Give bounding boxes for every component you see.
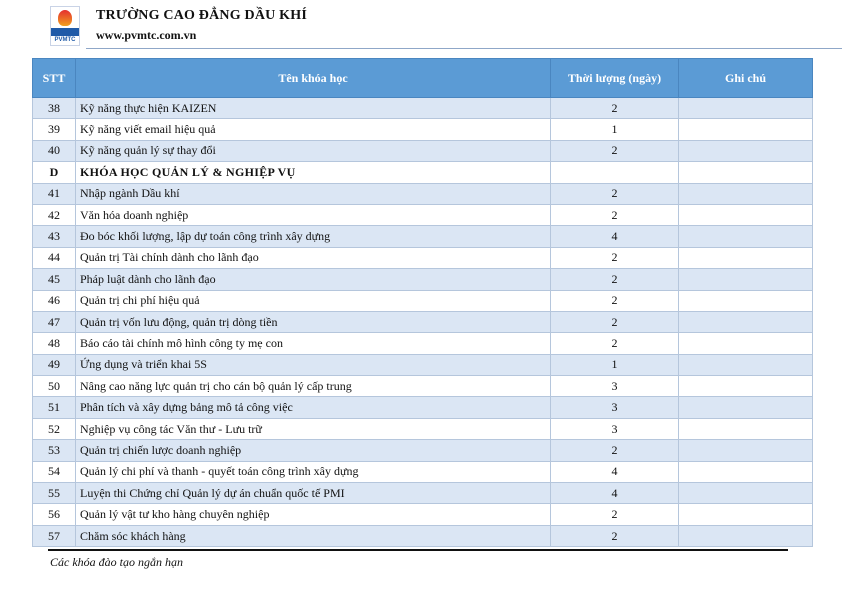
section-header-row [33,162,813,183]
row-number-cell: D [33,162,76,183]
notes-cell [679,376,813,397]
course-name-cell: KHÓA HỌC QUẢN LÝ & NGHIỆP VỤ [76,162,551,183]
row-number-cell: 38 [33,98,76,119]
notes-cell [679,440,813,461]
notes-cell [679,461,813,482]
course-table-body [33,98,813,547]
footer-divider [48,549,788,551]
duration-cell: 2 [551,183,679,204]
duration-cell: 2 [551,290,679,311]
table-row [33,119,813,140]
notes-cell [679,290,813,311]
row-number-cell: 45 [33,269,76,290]
header-divider [86,48,842,49]
table-row [33,183,813,204]
row-number-cell: 43 [33,226,76,247]
notes-cell [679,247,813,268]
school-logo [50,6,80,46]
row-number-cell: 54 [33,461,76,482]
course-name-cell: Nghiệp vụ công tác Văn thư - Lưu trữ [76,418,551,439]
notes-cell [679,119,813,140]
table-row [33,98,813,119]
row-number-cell: 50 [33,376,76,397]
table-row [33,504,813,525]
course-name-cell: Quản trị Tài chính dành cho lãnh đạo [76,247,551,268]
course-name-cell: Kỹ năng viết email hiệu quả [76,119,551,140]
duration-cell: 2 [551,504,679,525]
course-name-cell: Quản lý vật tư kho hàng chuyên nghiệp [76,504,551,525]
course-name-cell: Quản trị chiến lược doanh nghiệp [76,440,551,461]
course-table [32,58,813,547]
notes-cell [679,183,813,204]
row-number-cell: 57 [33,525,76,546]
notes-cell [679,226,813,247]
table-row [33,226,813,247]
notes-cell [679,504,813,525]
course-name-cell: Luyện thi Chứng chỉ Quản lý dự án chuẩn quốc tế PMI [76,483,551,504]
notes-cell [679,397,813,418]
row-number-cell: 51 [33,397,76,418]
table-row [33,418,813,439]
duration-cell: 2 [551,333,679,354]
course-name-cell: Chăm sóc khách hàng [76,525,551,546]
table-row [33,269,813,290]
duration-cell: 2 [551,525,679,546]
course-name-cell: Kỹ năng quản lý sự thay đổi [76,140,551,161]
course-name-cell: Đo bóc khối lượng, lập dự toán công trình xây dựng [76,226,551,247]
course-name-cell: Báo cáo tài chính mô hình công ty mẹ con [76,333,551,354]
notes-cell [679,269,813,290]
course-name-cell: Nhập ngành Dầu khí [76,183,551,204]
course-name-cell: Văn hóa doanh nghiệp [76,204,551,225]
row-number-cell: 46 [33,290,76,311]
duration-cell: 2 [551,247,679,268]
flame-icon [58,10,72,26]
table-row [33,333,813,354]
school-name: TRƯỜNG CAO ĐẲNG DẦU KHÍ [96,8,307,23]
table-row [33,376,813,397]
course-name-cell: Phân tích và xây dựng bảng mô tả công việc [76,397,551,418]
row-number-cell: 39 [33,119,76,140]
row-number-cell: 44 [33,247,76,268]
duration-cell: 1 [551,119,679,140]
table-row [33,140,813,161]
column-header-notes: Ghi chú [679,59,813,98]
notes-cell [679,162,813,183]
duration-cell: 3 [551,397,679,418]
duration-cell: 1 [551,354,679,375]
duration-cell [551,162,679,183]
table-row [33,461,813,482]
course-name-cell: Quản trị chi phí hiệu quả [76,290,551,311]
table-row [33,483,813,504]
table-row [33,204,813,225]
notes-cell [679,204,813,225]
notes-cell [679,333,813,354]
duration-cell: 3 [551,418,679,439]
table-row [33,354,813,375]
table-header-row [33,59,813,98]
logo-caption: PVMTC [54,37,76,43]
notes-cell [679,354,813,375]
duration-cell: 2 [551,311,679,332]
school-website: www.pvmtc.com.vn [96,28,197,42]
notes-cell [679,525,813,546]
duration-cell: 2 [551,140,679,161]
table-row [33,247,813,268]
row-number-cell: 40 [33,140,76,161]
duration-cell: 2 [551,98,679,119]
row-number-cell: 56 [33,504,76,525]
notes-cell [679,140,813,161]
duration-cell: 4 [551,226,679,247]
column-header-stt: STT [33,59,76,98]
notes-cell [679,98,813,119]
row-number-cell: 55 [33,483,76,504]
course-name-cell: Kỹ năng thực hiện KAIZEN [76,98,551,119]
table-row [33,311,813,332]
column-header-course-name: Tên khóa học [76,59,551,98]
duration-cell: 4 [551,483,679,504]
course-name-cell: Nâng cao năng lực quản trị cho cán bộ quản lý cấp trung [76,376,551,397]
notes-cell [679,311,813,332]
duration-cell: 2 [551,204,679,225]
course-name-cell: Quản lý chi phí và thanh - quyết toán công trình xây dựng [76,461,551,482]
notes-cell [679,418,813,439]
document-header [50,6,810,46]
duration-cell: 2 [551,440,679,461]
footer-caption: Các khóa đào tạo ngắn hạn [50,555,183,569]
course-name-cell: Ứng dụng và triển khai 5S [76,354,551,375]
row-number-cell: 47 [33,311,76,332]
duration-cell: 4 [551,461,679,482]
table-row [33,525,813,546]
course-name-cell: Quản trị vốn lưu động, quản trị dòng tiền [76,311,551,332]
row-number-cell: 49 [33,354,76,375]
notes-cell [679,483,813,504]
row-number-cell: 42 [33,204,76,225]
duration-cell: 2 [551,269,679,290]
table-row [33,290,813,311]
row-number-cell: 53 [33,440,76,461]
course-name-cell: Pháp luật dành cho lãnh đạo [76,269,551,290]
table-row [33,440,813,461]
column-header-duration: Thời lượng (ngày) [551,59,679,98]
table-row [33,397,813,418]
duration-cell: 3 [551,376,679,397]
row-number-cell: 48 [33,333,76,354]
row-number-cell: 52 [33,418,76,439]
row-number-cell: 41 [33,183,76,204]
